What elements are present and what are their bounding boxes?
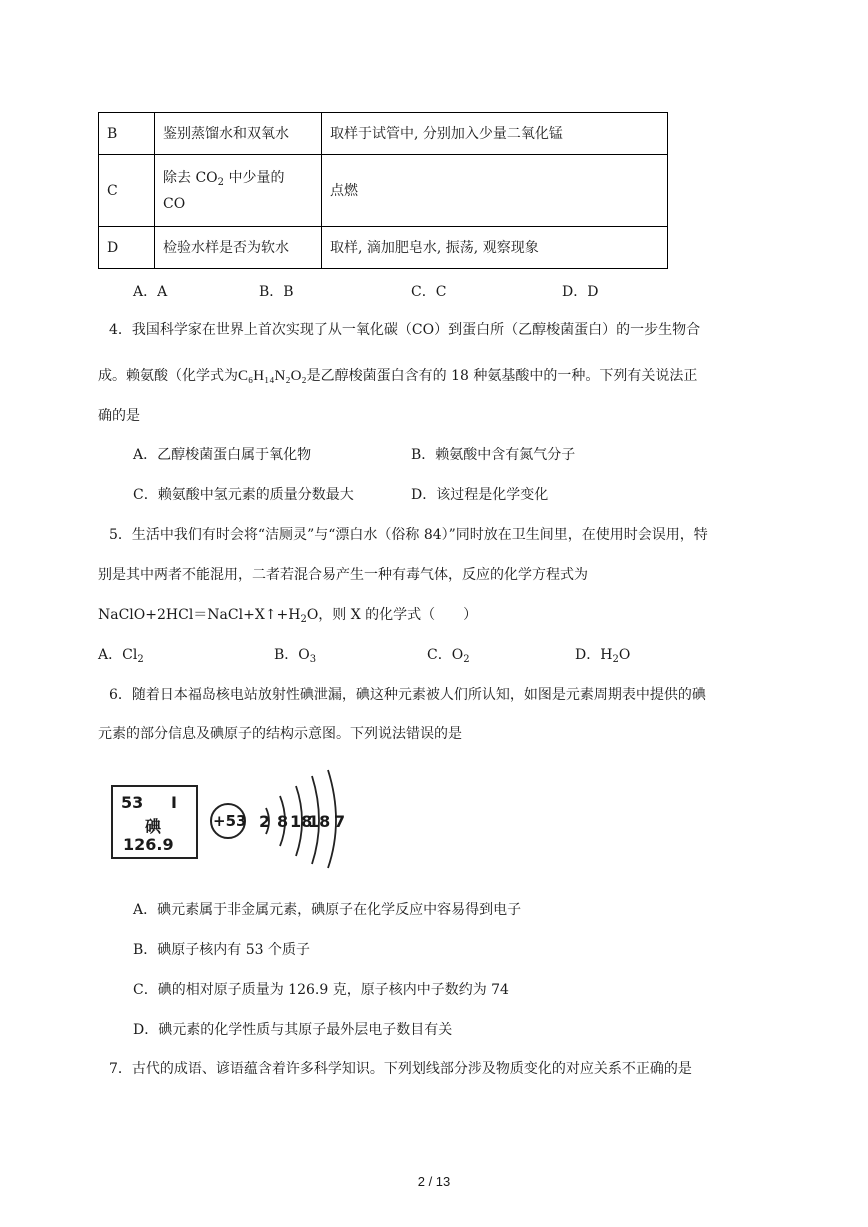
q6-choice-a: A．碘元素属于非金属元素，碘原子在化学反应中容易得到电子: [133, 902, 522, 918]
choice-sub: 2: [463, 654, 470, 665]
q3-choice-a: A．A: [133, 284, 168, 300]
q4-line2: [98, 366, 697, 386]
q6-choice-b: B．碘原子核内有 53 个质子: [133, 942, 311, 958]
q6-choice-d: D．碘元素的化学性质与其原子最外层电子数目有关: [133, 1022, 453, 1038]
q5-choice-c: [427, 645, 470, 665]
atomic-mass: 126.9: [123, 835, 174, 854]
table-row: [99, 155, 668, 227]
row-method: 取样于试管中, 分别加入少量二氧化锰: [322, 113, 668, 155]
nucleus-charge: +53: [213, 812, 247, 830]
page-current: 2: [417, 1174, 425, 1189]
goal-line2: CO: [163, 195, 186, 212]
element-card: [111, 785, 198, 859]
equation-post: O，则 X 的化学式（ ）: [306, 607, 478, 623]
goal-prefix: 除去 CO: [163, 169, 218, 186]
shell-3-electrons: 18: [290, 812, 313, 831]
shell-1-electrons: 2: [259, 812, 271, 831]
atomic-number: 53: [121, 793, 144, 812]
atom-structure-diagram: [206, 766, 356, 870]
q5-line1: 5．生活中我们有时会将“洁厕灵”与“漂白水（俗称 84）”同时放在卫生间里，在使用时会误用，特: [109, 527, 708, 543]
shell-5-electrons: 7: [334, 812, 346, 831]
row-goal: [155, 155, 322, 227]
row-goal: 检验水样是否为软水: [155, 227, 322, 269]
q3-choice-c: C．C: [411, 284, 447, 300]
q7-line1: 7．古代的成语、谚语蕴含着许多科学知识。下列划线部分涉及物质变化的对应关系不正确的是: [109, 1061, 692, 1077]
choice-sub: 2: [137, 654, 144, 665]
q4-choice-d: D．该过程是化学变化: [411, 487, 549, 503]
q5-equation: [98, 605, 477, 625]
choice-sub: 2: [612, 654, 619, 665]
choice-text-post: O: [618, 647, 631, 663]
choice-text: C．O: [427, 647, 464, 663]
table-row: [99, 227, 668, 269]
q6-line2: 元素的部分信息及碘原子的结构示意图。下列说法错误的是: [98, 726, 462, 742]
q3-choice-b: B．B: [259, 284, 294, 300]
page-total: 13: [435, 1174, 451, 1189]
q4-line3: 确的是: [98, 408, 140, 424]
q5-choice-d: [575, 645, 630, 665]
row-label: C: [99, 155, 155, 227]
shell-4-electrons: 18: [308, 812, 331, 831]
equation-pre: NaClO+2HCl＝NaCl+X↑+H: [98, 607, 301, 623]
goal-suffix: 中少量的: [224, 169, 285, 186]
equation-sub: 2: [300, 614, 307, 625]
page-number: [0, 1174, 868, 1189]
options-table: [98, 112, 668, 269]
shell-2-electrons: 8: [277, 812, 289, 831]
row-method: 点燃: [322, 155, 668, 227]
q4-choice-c: C．赖氨酸中氢元素的质量分数最大: [133, 487, 354, 503]
q6-choice-c: C．碘的相对原子质量为 126.9 克，原子核内中子数约为 74: [133, 982, 509, 998]
row-goal: 鉴别蒸馏水和双氧水: [155, 113, 322, 155]
q4-choice-a: A．乙醇梭菌蛋白属于氧化物: [133, 447, 312, 463]
choice-text: A．Cl: [98, 647, 138, 663]
goal-sub: 2: [217, 176, 225, 188]
q4-line2-pre: 成。赖氨酸（化学式为: [98, 368, 238, 384]
choice-text: D．H: [575, 647, 613, 663]
q6-line1: 6．随着日本福岛核电站放射性碘泄漏，碘这种元素被人们所认知，如图是元素周期表中提供的碘: [109, 687, 706, 703]
lysine-formula: C₆H₁₄N₂O₂: [238, 368, 307, 384]
row-label: D: [99, 227, 155, 269]
choice-text: B．O: [274, 647, 310, 663]
element-symbol: I: [171, 793, 177, 812]
q4-choice-b: B．赖氨酸中含有氮气分子: [411, 447, 576, 463]
row-method: 取样, 滴加肥皂水, 振荡, 观察现象: [322, 227, 668, 269]
table-row: [99, 113, 668, 155]
q5-choice-b: [274, 645, 316, 665]
row-label: B: [99, 113, 155, 155]
q3-choice-d: D．D: [562, 284, 599, 300]
page-separator: /: [424, 1174, 436, 1189]
q4-line1: 4．我国科学家在世界上首次实现了从一氧化碳（CO）到蛋白所（乙醇梭菌蛋白）的一步生物合: [109, 322, 701, 338]
q4-line2-post: 是乙醇梭菌蛋白含有的 18 种氨基酸中的一种。下列有关说法正: [306, 368, 698, 384]
element-name: 碘: [145, 817, 162, 836]
q5-choice-a: [98, 645, 144, 665]
q5-line2: 别是其中两者不能混用，二者若混合易产生一种有毒气体，反应的化学方程式为: [98, 567, 588, 583]
choice-sub: 3: [309, 654, 317, 665]
